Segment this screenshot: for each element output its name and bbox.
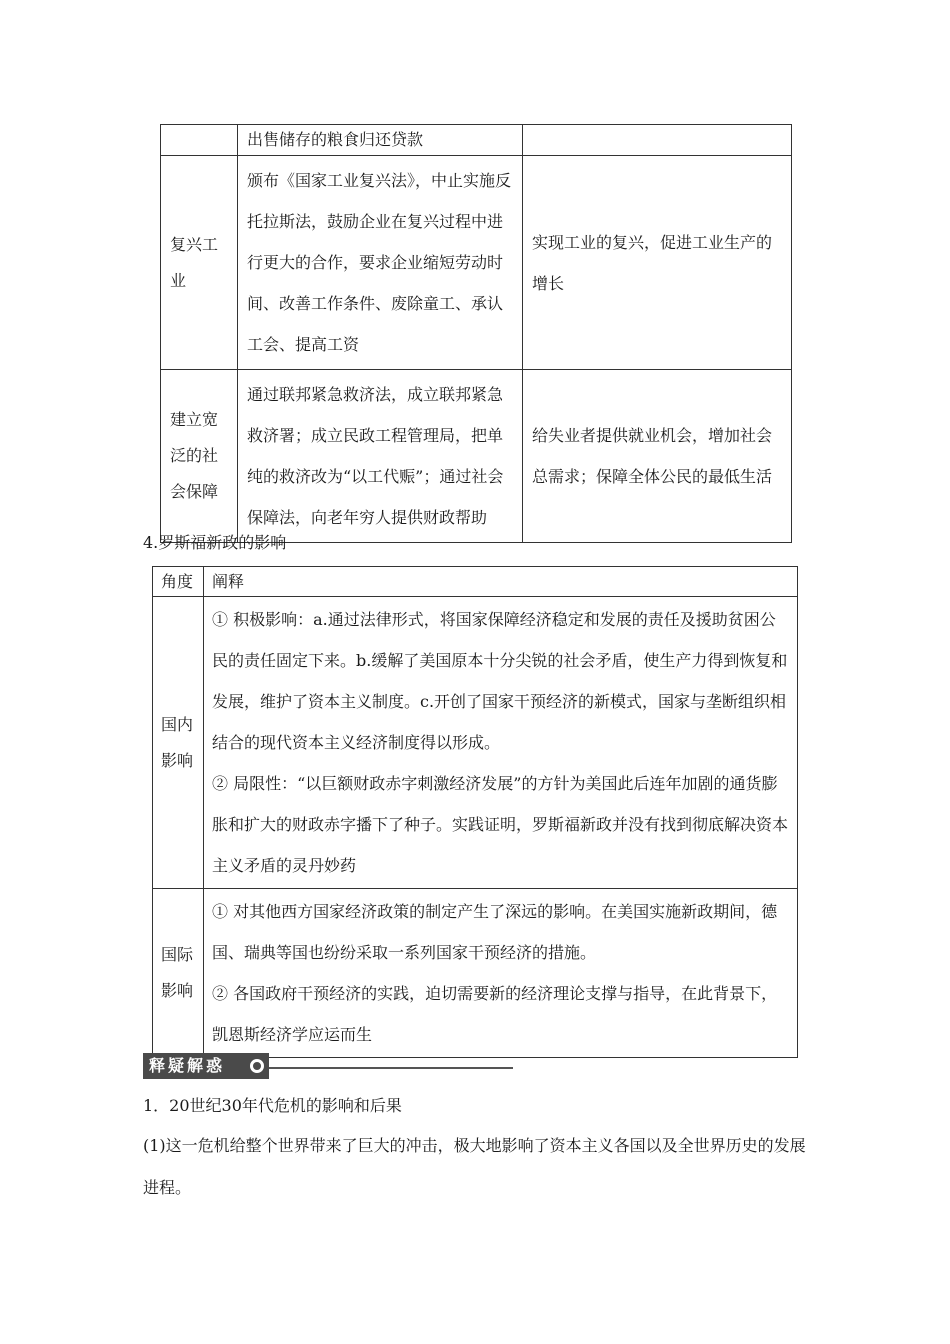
row-label: 复兴工业: [161, 156, 238, 370]
divider: [269, 1067, 513, 1069]
table-row: [161, 370, 792, 543]
measures-cell: 出售储存的粮食归还贷款: [238, 125, 523, 156]
table-row: [161, 125, 792, 156]
table-header-row: [153, 567, 798, 597]
section-heading: 4.罗斯福新政的影响: [143, 533, 287, 552]
bullet-circle-icon: [249, 1058, 265, 1074]
row-label: [161, 125, 238, 156]
explanation-cell: [204, 889, 798, 1058]
row-label: 建立宽泛的社会保障: [161, 370, 238, 543]
explanation-paragraph: ② 各国政府干预经济的实践，迫切需要新的经济理论支撑与指导，在此背景下，凯恩斯经济学应运而生: [212, 984, 778, 1044]
explanation-paragraph: ① 对其他西方国家经济政策的制定产生了深远的影响。在美国实施新政期间，德国、瑞典等国也纷纷采取一系列国家干预经济的措施。: [212, 902, 778, 962]
explanation-cell: [204, 597, 798, 889]
paragraph-body: (1)这一危机给整个世界带来了巨大的冲击，极大地影响了资本主义各国以及全世界历史的发展进程。: [143, 1136, 806, 1197]
header-explanation: 阐释: [204, 567, 798, 597]
effect-cell: 实现工业的复兴，促进工业生产的增长: [523, 156, 792, 370]
effect-cell: 给失业者提供就业机会，增加社会总需求；保障全体公民的最低生活: [523, 370, 792, 543]
measures-cell: 颁布《国家工业复兴法》，中止实施反托拉斯法，鼓励企业在复兴过程中进行更大的合作，要求企业缩短劳动时间、改善工作条件、废除童工、承认工会、提高工资: [238, 156, 523, 370]
section-banner-title: 释疑解惑: [143, 1053, 269, 1079]
measures-cell: 通过联邦紧急救济法，成立联邦紧急救济署；成立民政工程管理局，把单纯的救济改为“以工代赈”；通过社会保障法，向老年穷人提供财政帮助: [238, 370, 523, 543]
table-row: [153, 889, 798, 1058]
table-row: [161, 156, 792, 370]
table-row: [153, 597, 798, 889]
explanation-paragraph: ① 积极影响：a.通过法律形式，将国家保障经济稳定和发展的责任及援助贫困公民的责任固定下来。b.缓解了美国原本十分尖锐的社会矛盾，使生产力得到恢复和发展，维护了资本主义制度。c.开创了国家干预经济的新模式，国家与垄断组织相结合的现代资本主义经济制度得以形成。: [212, 610, 788, 752]
section-banner: [143, 1050, 513, 1080]
header-angle: 角度: [153, 567, 204, 597]
new-deal-impact-table: [152, 566, 798, 1058]
effect-cell: [523, 125, 792, 156]
new-deal-measures-table: [160, 124, 792, 543]
row-label: 国内影响: [153, 597, 204, 889]
row-label: 国际影响: [153, 889, 204, 1058]
paragraph-heading: 1．20世纪30年代危机的影响和后果: [143, 1096, 402, 1115]
explanation-paragraph: ② 局限性：“以巨额财政赤字刺激经济发展”的方针为美国此后连年加剧的通货膨胀和扩大的财政赤字播下了种子。实践证明，罗斯福新政并没有找到彻底解决资本主义矛盾的灵丹妙药: [212, 774, 789, 875]
